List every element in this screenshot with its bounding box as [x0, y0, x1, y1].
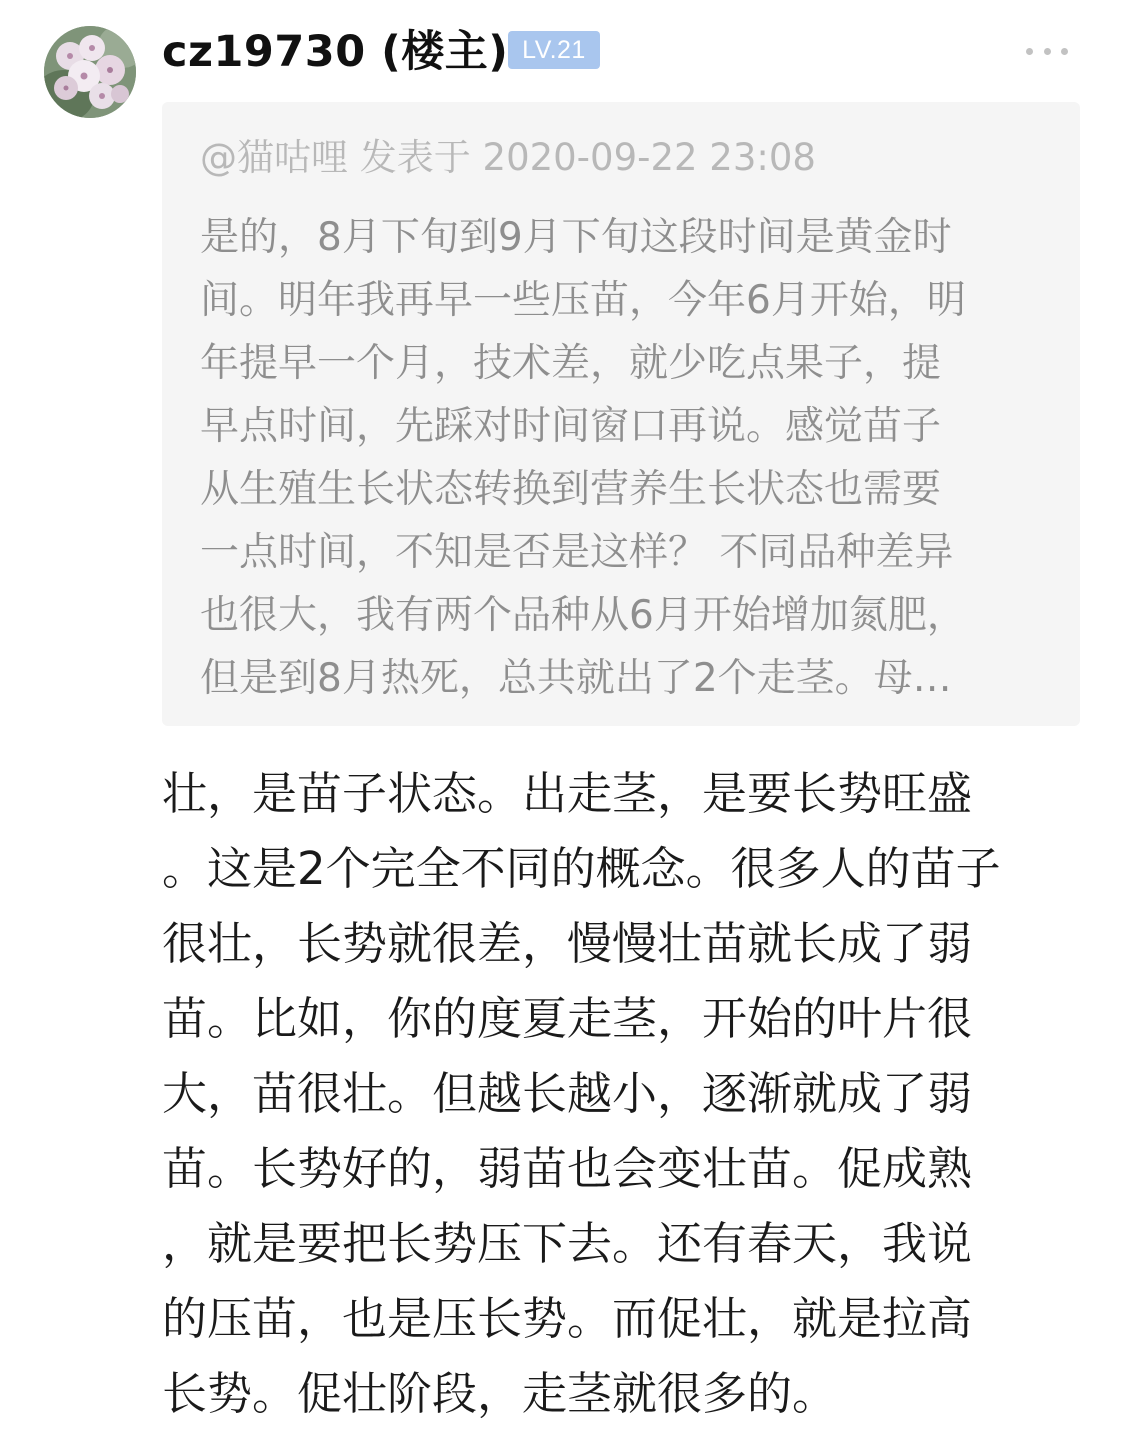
reply-line: 。这是2个完全不同的概念。很多人的苗子 [162, 842, 1001, 895]
quote-line: 但是到8月热死，总共就出了2个走茎。母… [200, 656, 952, 701]
reply-line: 长势。促壮阶段，走茎就很多的。 [162, 1367, 838, 1420]
quote-line: 间。明年我再早一些压苗，今年6月开始，明 [200, 278, 966, 323]
author-username[interactable]: cz19730 (楼主) [162, 27, 509, 77]
reply-line: 壮，是苗子状态。出走茎，是要长势旺盛 [162, 767, 973, 820]
reply-line: 的压苗，也是压长势。而促壮，就是拉高 [162, 1292, 973, 1345]
quote-line: 年提早一个月，技术差，就少吃点果子，提 [200, 341, 942, 386]
reply-line: 苗。比如，你的度夏走茎，开始的叶片很 [162, 992, 973, 1045]
quote-line: 也很大，我有两个品种从6月开始增加氮肥， [200, 593, 966, 638]
more-dots-icon [1061, 48, 1068, 55]
reply-line: 苗。长势好的，弱苗也会变壮苗。促成熟 [162, 1142, 973, 1195]
level-badge: LV.21 [508, 31, 600, 69]
quote-body [200, 206, 1060, 710]
reply-line: 大，苗很壮。但越长越小，逐渐就成了弱 [162, 1067, 973, 1120]
quote-line: 一点时间，不知是否是这样？ 不同品种差异 [200, 530, 954, 575]
blueberry-avatar-icon [44, 26, 136, 118]
quote-header: @猫咕哩 发表于 2020-09-22 23:08 [200, 136, 816, 179]
reply-line: ，就是要把长势压下去。还有春天，我说 [162, 1217, 973, 1270]
quote-line: 是的，8月下旬到9月下旬这段时间是黄金时 [200, 215, 952, 260]
reply-line: 很壮，长势就很差，慢慢壮苗就长成了弱 [162, 917, 973, 970]
quote-line: 早点时间，先踩对时间窗口再说。感觉苗子 [200, 404, 942, 449]
more-dots-icon [1044, 48, 1051, 55]
more-options-button[interactable] [1022, 36, 1072, 66]
reply-body [162, 756, 1102, 1431]
quoted-reply[interactable] [162, 102, 1080, 726]
quote-line: 从生殖生长状态转换到营养生长状态也需要 [200, 467, 942, 512]
more-dots-icon [1026, 48, 1033, 55]
avatar[interactable] [44, 26, 136, 118]
